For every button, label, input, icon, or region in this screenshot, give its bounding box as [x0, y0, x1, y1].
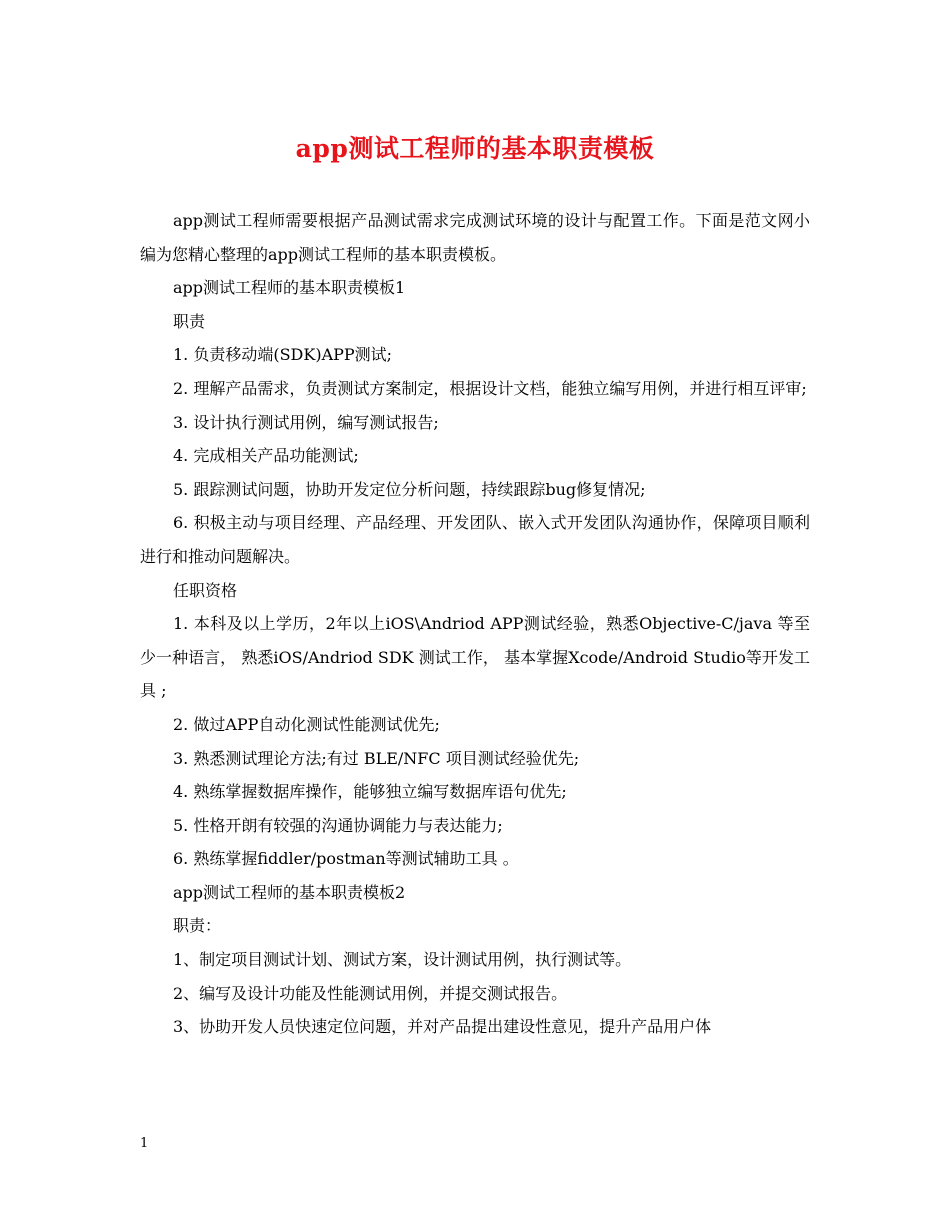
subheading-duties: 职责	[173, 311, 206, 331]
page-number: 1	[140, 1136, 149, 1151]
duty-item-6: 6. 积极主动与项目经理、产品经理、开发团队、嵌入式开发团队沟通协作，保障项目顺利进行和推动问题解决。	[140, 513, 810, 566]
duty-item-4: 4. 完成相关产品功能测试;	[173, 446, 359, 466]
qualification-item-2: 2. 做过APP自动化测试性能测试优先;	[173, 714, 440, 734]
duty-item-1: 1. 负责移动端(SDK)APP测试;	[173, 345, 393, 365]
qualification-item-1: 1. 本科及以上学历，2年以上iOS\Andriod APP测试经验，熟悉Objective-C/java 等至少一种语言， 熟悉iOS/Andriod SDK 测试工作， 基本掌握Xcode/Android Studio等开发工具 ;	[140, 614, 810, 701]
document-title: app测试工程师的基本职责模板	[295, 134, 655, 163]
duty2-item-1: 1、制定项目测试计划、测试方案，设计测试用例，执行测试等。	[173, 950, 632, 970]
subheading-duties-2: 职责：	[173, 916, 222, 936]
duty-item-2: 2. 理解产品需求，负责测试方案制定，根据设计文档，能独立编写用例，并进行相互评审;	[173, 378, 807, 398]
duty2-item-2: 2、编写及设计功能及性能测试用例，并提交测试报告。	[173, 983, 568, 1003]
duty2-item-3: 3、协助开发人员快速定位问题，并对产品提出建设性意见，提升产品用户体	[173, 1017, 712, 1037]
section-heading-template-2: app测试工程师的基本职责模板2	[173, 882, 406, 902]
qualification-item-5: 5. 性格开朗有较强的沟通协调能力与表达能力;	[173, 815, 503, 835]
document-body	[140, 204, 810, 1044]
qualification-item-3: 3. 熟悉测试理论方法;有过 BLE/NFC 项目测试经验优先;	[173, 748, 580, 768]
section-heading-template-1: app测试工程师的基本职责模板1	[173, 278, 406, 298]
subheading-qualifications: 任职资格	[173, 580, 238, 600]
qualification-item-4: 4. 熟练掌握数据库操作，能够独立编写数据库语句优先;	[173, 782, 567, 802]
qualification-item-6: 6. 熟练掌握fiddler/postman等测试辅助工具 。	[173, 849, 519, 869]
duty-item-3: 3. 设计执行测试用例，编写测试报告;	[173, 412, 439, 432]
duty-item-5: 5. 跟踪测试问题，协助开发定位分析问题，持续跟踪bug修复情况;	[173, 479, 646, 499]
intro-paragraph: app测试工程师需要根据产品测试需求完成测试环境的设计与配置工作。下面是范文网小编为您精心整理的app测试工程师的基本职责模板。	[140, 211, 810, 264]
